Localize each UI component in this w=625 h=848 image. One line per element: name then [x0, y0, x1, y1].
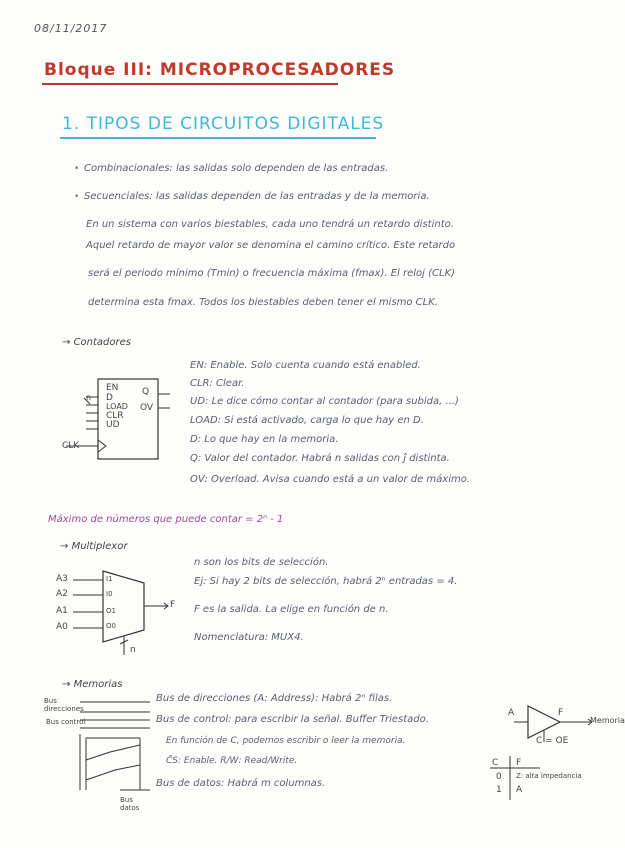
def-clr: CLR: Clear.: [190, 378, 245, 389]
mem-def-1: Bus de direcciones (A: Address): Habrá 2ⁿ filas.: [156, 693, 393, 704]
pin-en: EN: [106, 383, 119, 393]
max-count: Máximo de números que puede contar = 2ⁿ - 1: [48, 514, 284, 525]
intro-line-2: Secuenciales: las salidas dependen de las entradas y de la memoria.: [84, 191, 430, 202]
bus-label: n: [86, 393, 92, 402]
clk-label: CLK: [62, 441, 80, 451]
mux-def-4: Nomenclatura: MUX4.: [194, 632, 304, 643]
pin-d: D: [106, 393, 113, 403]
pin-clr: CLR: [106, 411, 124, 421]
mem-bus-control: Bus control: [46, 718, 86, 726]
date: 08/11/2017: [34, 22, 108, 35]
mem-def-5: Bus de datos: Habrá m columnas.: [156, 778, 326, 789]
intro-line-4: Aquel retardo de mayor valor se denomina el camino crítico. Este retardo: [86, 240, 456, 251]
intro-line-3: En un sistema con varios biestables, cada uno tendrá un retardo distinto.: [86, 219, 454, 230]
def-ov: OV: Overload. Avisa cuando está a un valor de máximo.: [190, 474, 471, 485]
table-r1-c: 1: [496, 785, 502, 795]
def-q: Q: Valor del contador. Habrá n salidas con ĵ distinta.: [190, 453, 450, 464]
mux-in-a0: A0: [56, 622, 68, 632]
bullet-icon: •: [74, 164, 80, 174]
table-r1-f: A: [516, 785, 523, 795]
mem-def-2: Bus de control: para escribir la señal. Buffer Triestado.: [156, 714, 429, 725]
pin-load: LOAD: [106, 402, 128, 411]
intro-line-1: Combinacionales: las salidas solo dependen de las entradas.: [84, 163, 389, 174]
buffer-out: F: [558, 708, 564, 718]
mux-select: n: [130, 645, 136, 655]
contadores-heading: → Contadores: [62, 337, 131, 348]
table-r0-f: Z: alta impedancia: [516, 772, 582, 780]
multiplexor-heading: → Multiplexor: [60, 541, 128, 552]
mux-in-a1: A1: [56, 606, 68, 616]
mux-output: F: [170, 600, 176, 610]
buffer-out-text: Memoria: [590, 716, 625, 725]
mux-pin-i0: I0: [106, 590, 113, 598]
pin-q: Q: [142, 387, 150, 397]
mux-pin-o1: O1: [106, 607, 116, 615]
intro-line-5: será el periodo mínimo (Tmin) o frecuencia máxima (fmax). El reloj (CLK): [88, 268, 456, 279]
mux-pin-o0: O0: [106, 622, 116, 630]
mux-pin-i1: I1: [106, 575, 113, 583]
bullet-icon: •: [74, 192, 80, 202]
mux-def-1: n son los bits de selección.: [194, 557, 329, 568]
intro-line-6: determina esta fmax. Todos los biestables deben tener el mismo CLK.: [88, 297, 438, 308]
def-d: D: Lo que hay en la memoria.: [190, 434, 339, 445]
def-ud: UD: Le dice cómo contar al contador (para subida, ...): [190, 396, 459, 407]
table-h-c: C: [492, 758, 499, 768]
section-title: 1. TIPOS DE CIRCUITOS DIGITALES: [62, 114, 385, 134]
pin-ud: UD: [106, 420, 120, 430]
def-en: EN: Enable. Solo cuenta cuando está enabled.: [190, 360, 421, 371]
mux-def-2: Ej: Si hay 2 bits de selección, habrá 2ⁿ entradas = 4.: [194, 576, 458, 587]
pin-ov: OV: [140, 403, 154, 413]
mux-in-a2: A2: [56, 589, 68, 599]
mem-bus-direcciones: Bus direcciones: [44, 697, 84, 713]
mem-def-3: En función de C, podemos escribir o leer la memoria.: [166, 736, 406, 746]
buffer-ctrl: C = OE: [536, 736, 569, 746]
mux-in-a3: A3: [56, 574, 68, 584]
block-title: Bloque III: MICROPROCESADORES: [44, 60, 396, 80]
table-r0-c: 0: [496, 772, 502, 782]
def-load: LOAD: Si está activado, carga lo que hay en D.: [190, 415, 424, 426]
mem-def-4: C̄S: Enable. R/W: Read/Write.: [166, 756, 298, 766]
buffer-in: A: [508, 708, 515, 718]
mem-bus-datos: Bus datos: [120, 796, 140, 812]
memorias-heading: → Memorias: [62, 679, 123, 690]
table-h-f: F: [516, 758, 522, 768]
mux-def-3: F es la salida. La elige en función de n.: [194, 604, 389, 615]
